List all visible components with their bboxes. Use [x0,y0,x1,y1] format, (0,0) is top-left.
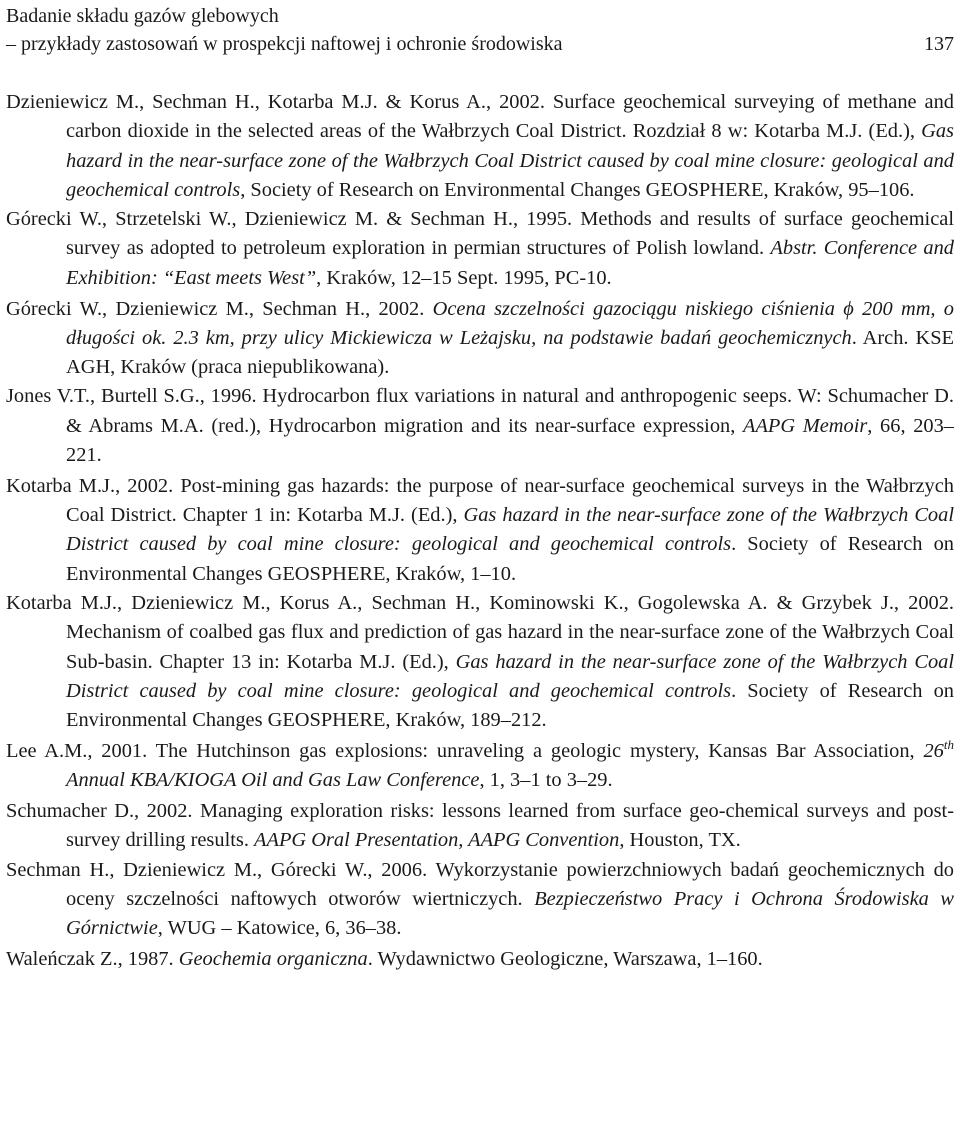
reference-item: Waleńczak Z., 1987. Geochemia organiczna. Wydawnictwo Geologiczne, Warszawa, 1–160. [6,948,763,971]
header-title-line1: Badanie składu gazów glebowych [6,5,279,27]
header-line2 [6,30,954,58]
reference-item: Górecki W., Dzieniewicz M., Sechman H., 2002. Ocena szczelności gazociągu niskiego ciśnienia ϕ 200 mm, o długości ok. 2.3 km, przy ulicy Mickiewicza w Leżajsku, na podstawie badań geochemicznych. Arch. KSE AGH, Kraków (praca niepublikowana). [6,297,954,379]
reference-item: Jones V.T., Burtell S.G., 1996. Hydrocarbon flux variations in natural and anthropogenic seeps. W: Schumacher D. & Abrams M.A. (red.), Hydrocarbon migration and its near-surface expression, AAPG Memoir, 66, 203–221. [6,385,954,467]
reference-item: Kotarba M.J., 2002. Post-mining gas hazards: the purpose of near-surface geochemical surveys in the Wałbrzych Coal District. Chapter 1 in: Kotarba M.J. (Ed.), Gas hazard in the near-surface zone of the Wałbrzych Coal District caused by coal mine closure: geological and geochemical controls. Society of Research on Environmental Changes GEOSPHERE, Kraków, 1–10. [6,474,954,585]
reference-item: Sechman H., Dzieniewicz M., Górecki W., 2006. Wykorzystanie powierzchniowych badań geochemicznych do oceny szczelności naftowych otworów wiertniczych. Bezpieczeństwo Pracy i Ochrona Środowiska w Górnictwie, WUG – Katowice, 6, 36–38. [6,858,954,940]
page-number: 137 [924,33,954,55]
reference-item: Górecki W., Strzetelski W., Dzieniewicz M. & Sechman H., 1995. Methods and results of surface geochemical survey as adopted to petroleum exploration in permian structures of Polish lowland. Abstr. Conference and Exhibition: “East meets West”, Kraków, 12–15 Sept. 1995, PC-10. [6,208,954,289]
reference-item: Kotarba M.J., Dzieniewicz M., Korus A., Sechman H., Kominowski K., Gogolewska A. & Grzybek J., 2002. Mechanism of coalbed gas flux and prediction of gas hazard in the near-surface zone of the Wałbrzych Coal Sub-basin. Chapter 13 in: Kotarba M.J. (Ed.), Gas hazard in the near-surface zone of the Wałbrzych Coal District caused by coal mine closure: geological and geochemical controls. Society of Research on Environmental Changes GEOSPHERE, Kraków, 189–212. [6,592,954,732]
reference-list [6,88,954,976]
reference-item: Dzieniewicz M., Sechman H., Kotarba M.J. & Korus A., 2002. Surface geochemical surveying of methane and carbon dioxide in the selected areas of the Wałbrzych Coal District. Rozdział 8 w: Kotarba M.J. (Ed.), Gas hazard in the near-surface zone of the Wałbrzych Coal District caused by coal mine closure: geological and geochemical controls, Society of Research on Environmental Changes GEOSPHERE, Kraków, 95–106. [6,91,954,201]
running-header [6,2,954,58]
reference-item: Lee A.M., 2001. The Hutchinson gas explosions: unraveling a geologic mystery, Kansas Bar Association, 26th Annual KBA/KIOGA Oil and Gas Law Conference, 1, 3–1 to 3–29. [6,737,954,792]
header-title-line2: – przykłady zastosowań w prospekcji naftowej i ochronie środowiska [6,33,563,55]
reference-item: Schumacher D., 2002. Managing exploration risks: lessons learned from surface geo-chemical surveys and post-survey drilling results. AAPG Oral Presentation, AAPG Convention, Houston, TX. [6,800,954,852]
